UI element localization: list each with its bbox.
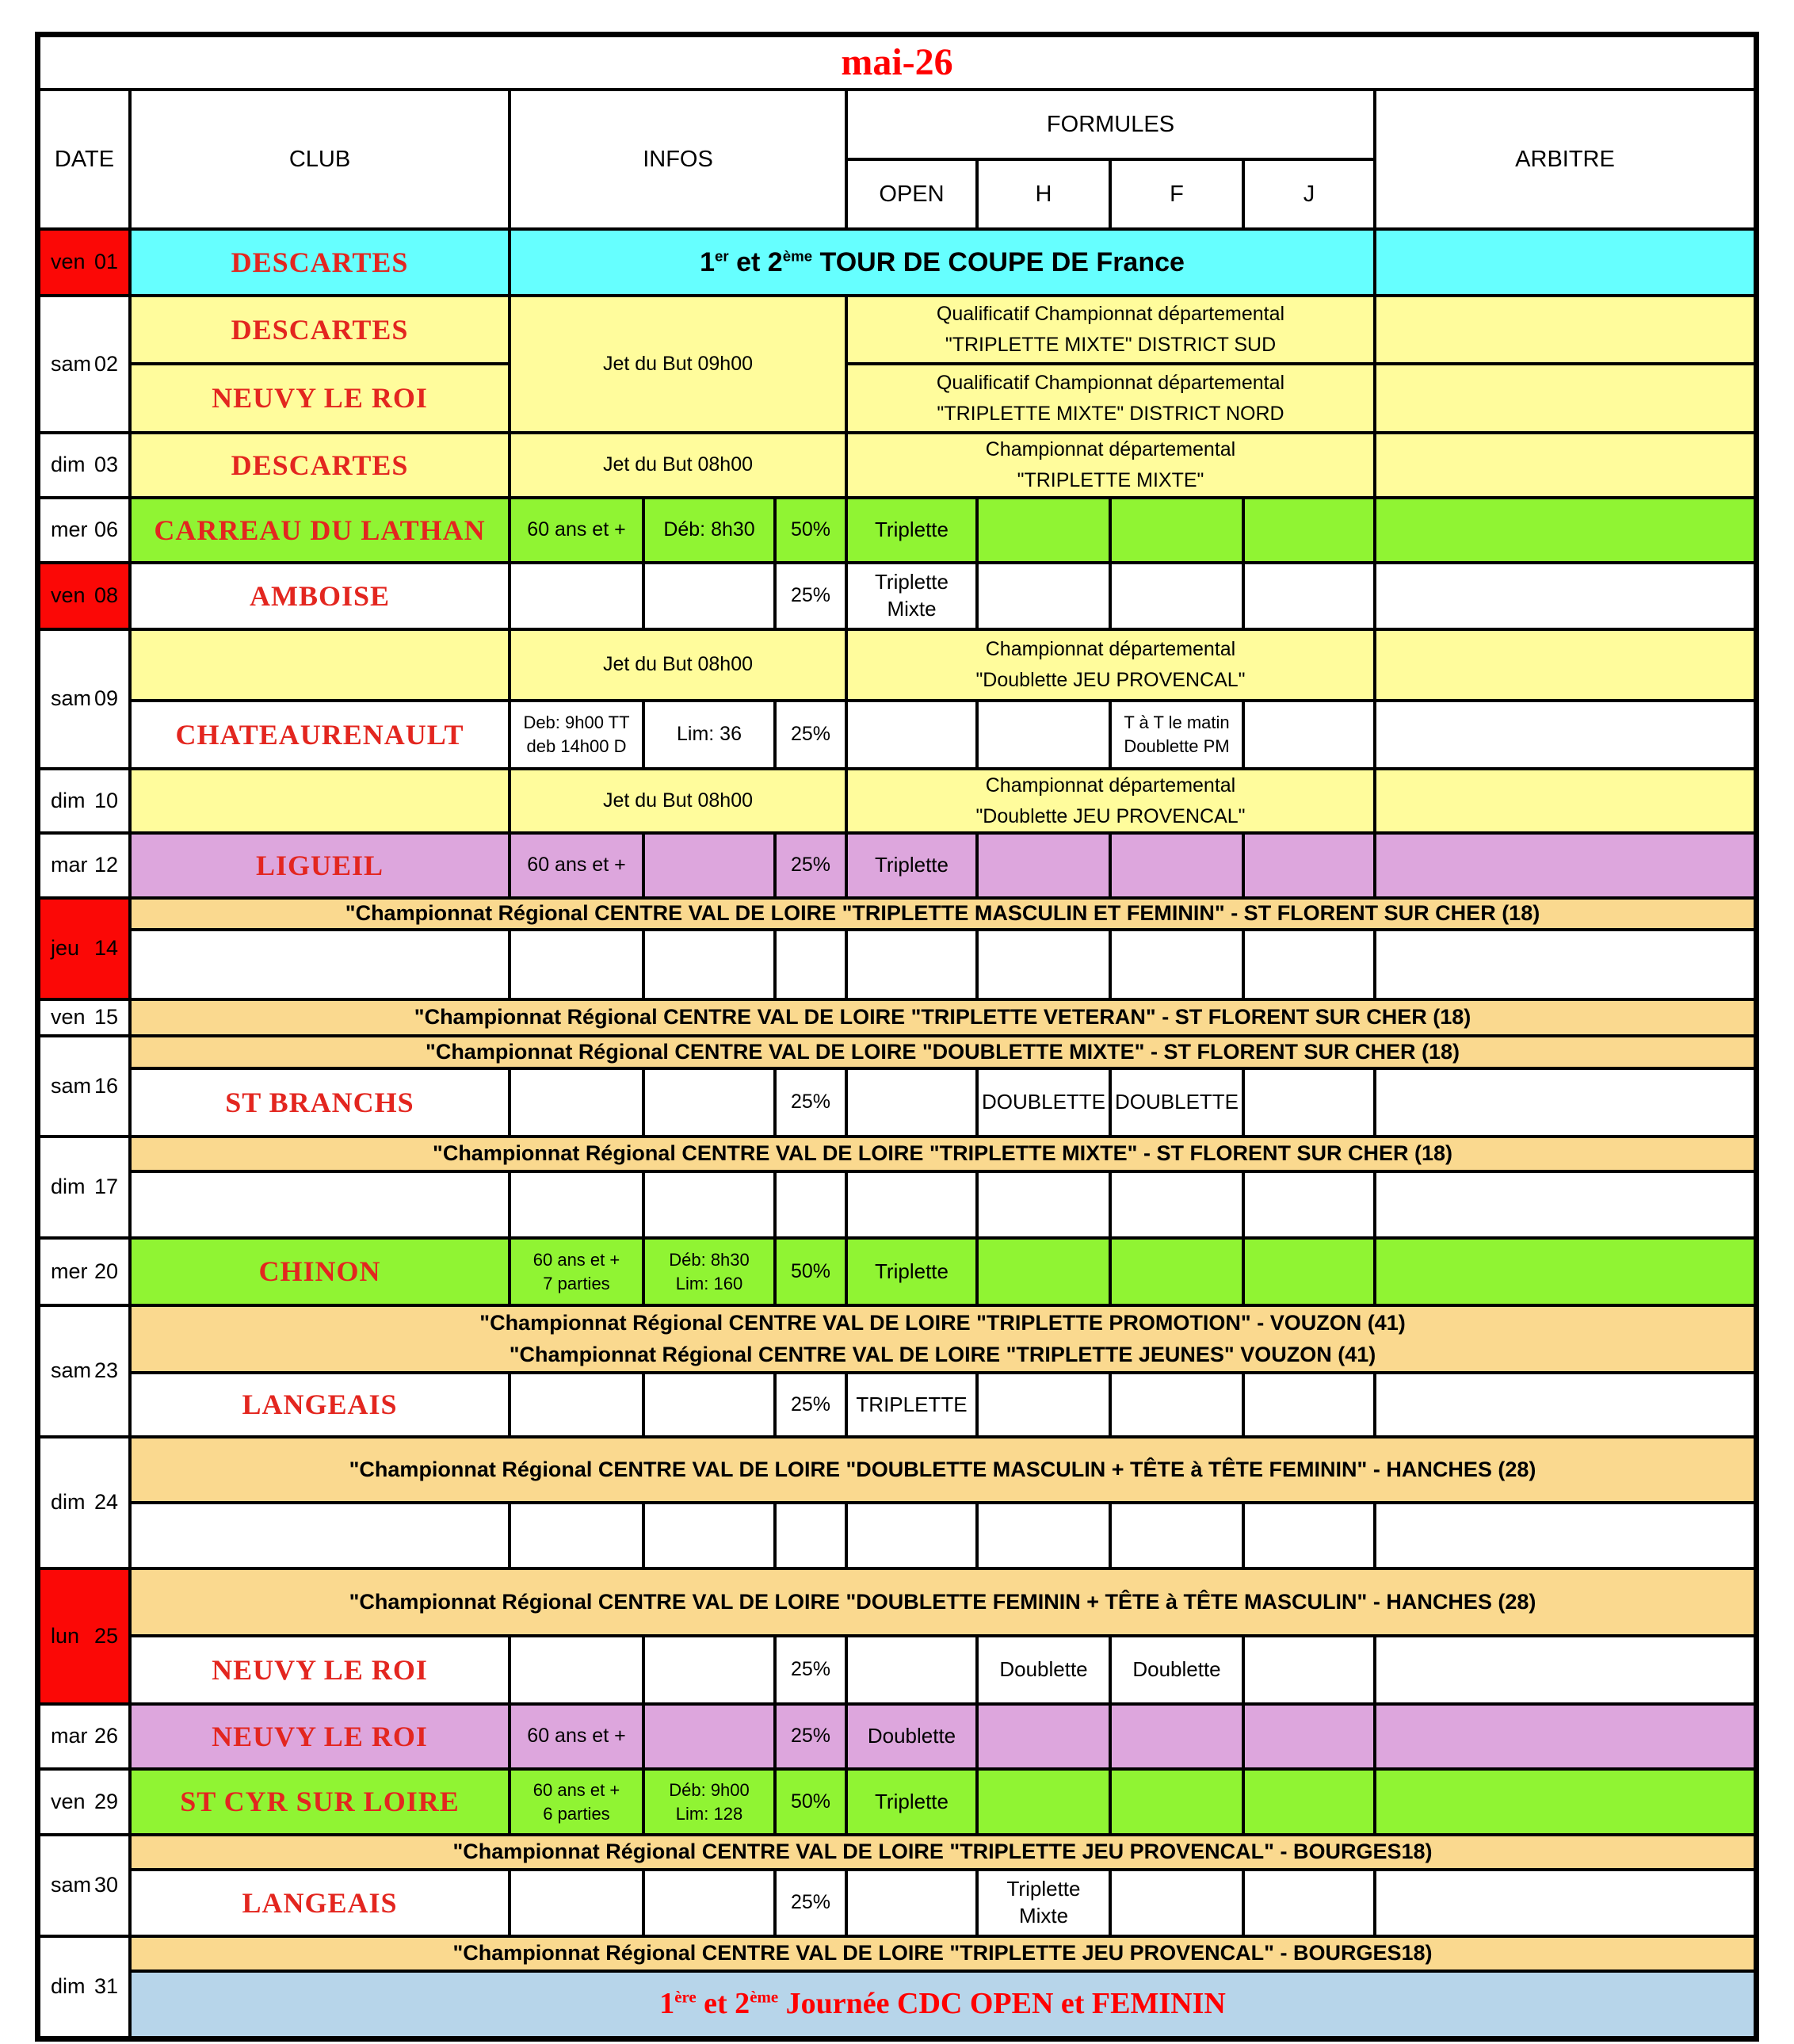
- empty-cell: [645, 1173, 773, 1236]
- empty-cell: [848, 1871, 975, 1935]
- day-row-sam-23: [40, 1307, 1754, 1435]
- date-text: ven: [51, 1005, 86, 1030]
- date-text: 01: [94, 250, 118, 274]
- date-cell: [40, 1771, 128, 1833]
- day-row-sam-02: [40, 297, 1754, 431]
- date-text: 15: [94, 1005, 118, 1030]
- text-line: 60 ans et +: [532, 1249, 620, 1270]
- text-line: Triplette: [875, 570, 949, 594]
- empty-cell: [132, 931, 508, 998]
- col-header-arbitre: ARBITRE: [1376, 91, 1754, 227]
- day-row-dim-24: [40, 1438, 1754, 1567]
- text-line: Championnat départemental: [985, 638, 1236, 661]
- date-text: 06: [94, 518, 118, 542]
- col-header-infos: INFOS: [511, 91, 845, 227]
- date-cell: [40, 835, 128, 896]
- date-cell: [40, 1001, 128, 1034]
- empty-cell: [132, 1504, 508, 1567]
- day-row-dim-17: [40, 1138, 1754, 1236]
- text-line: "TRIPLETTE MIXTE" DISTRICT SUD: [945, 334, 1277, 356]
- empty-cell: [979, 1771, 1109, 1833]
- date-text: 17: [94, 1175, 118, 1199]
- empty-cell: [645, 1070, 773, 1135]
- empty-cell: [1376, 231, 1754, 294]
- date-text: dim: [51, 1175, 86, 1199]
- date-cell: [40, 499, 128, 561]
- empty-cell: [1245, 1070, 1373, 1135]
- club-name: CARREAU DU LATHAN: [132, 499, 508, 561]
- empty-cell: [1376, 434, 1754, 496]
- date-cell: [40, 1037, 128, 1135]
- day-row-ven-08: [40, 564, 1754, 628]
- date-cell: [40, 1307, 128, 1435]
- empty-cell: [645, 931, 773, 998]
- empty-cell: [777, 1504, 845, 1567]
- club-name: LIGUEIL: [132, 835, 508, 896]
- date-text: sam: [51, 686, 92, 711]
- championnat-cell: [848, 297, 1373, 362]
- date-text: 10: [94, 788, 118, 812]
- date-text: 14: [94, 936, 118, 961]
- empty-cell: [979, 931, 1109, 998]
- empty-cell: [1376, 770, 1754, 831]
- cdc-journee-cell: [132, 1973, 1754, 2036]
- date-text: jeu: [51, 936, 80, 961]
- day-row-ven-15: [40, 1001, 1754, 1034]
- date-text: 30: [94, 1873, 118, 1897]
- banner-cell: [132, 1307, 1754, 1371]
- date-text: 23: [94, 1358, 118, 1383]
- day-row-mar-12: [40, 835, 1754, 896]
- info-cell: 25%: [777, 1706, 845, 1767]
- info-cell: 60 ans et +: [511, 835, 642, 896]
- date-cell: [40, 1938, 128, 2036]
- date-text: 29: [94, 1789, 118, 1813]
- col-header-formules: FORMULES: [848, 91, 1373, 158]
- formule-cell: [848, 564, 975, 628]
- date-text: mer: [51, 518, 88, 542]
- info-cell: Jet du But 08h00: [511, 631, 845, 699]
- empty-cell: [645, 1637, 773, 1702]
- banner-cell: "Championnat Régional CENTRE VAL DE LOIRE "TRIPLETTE VETERAN" - ST FLORENT SUR CHER (18): [132, 1001, 1754, 1034]
- empty-cell: [1245, 1871, 1373, 1935]
- date-text: dim: [51, 453, 86, 477]
- empty-cell: [1112, 1173, 1242, 1236]
- empty-cell: [511, 1871, 642, 1935]
- info-cell: 50%: [777, 1771, 845, 1833]
- day-row-dim-31: [40, 1938, 1754, 2036]
- text-line: Doublette PM: [1124, 736, 1230, 756]
- empty-cell: [511, 1637, 642, 1702]
- empty-cell: [1245, 1706, 1373, 1767]
- club-name: CHINON: [132, 1240, 508, 1304]
- text-line: Lim: 160: [675, 1273, 743, 1293]
- empty-cell: [645, 564, 773, 628]
- empty-cell: [979, 1173, 1109, 1236]
- empty-cell: [1376, 365, 1754, 431]
- date-text: sam: [51, 1358, 92, 1383]
- date-text: dim: [51, 1490, 86, 1515]
- empty-cell: [511, 931, 642, 998]
- empty-cell: [1245, 1173, 1373, 1236]
- formule-cell: [979, 1871, 1109, 1935]
- col-header-f: F: [1112, 161, 1242, 227]
- date-text: dim: [51, 1974, 86, 1999]
- banner-cell: "Championnat Régional CENTRE VAL DE LOIRE "TRIPLETTE JEU PROVENCAL" - BOURGES18): [132, 1836, 1754, 1868]
- day-row-dim-10: [40, 770, 1754, 831]
- club-name: ST CYR SUR LOIRE: [132, 1771, 508, 1833]
- date-cell: [40, 900, 128, 998]
- club-name: NEUVY LE ROI: [132, 1706, 508, 1767]
- empty-cell: [1376, 702, 1754, 767]
- empty-cell: [1112, 1706, 1242, 1767]
- club-name: NEUVY LE ROI: [132, 1637, 508, 1702]
- text-line: "TRIPLETTE MIXTE": [1017, 469, 1204, 491]
- club-name: LANGEAIS: [132, 1871, 508, 1935]
- date-cell: [40, 1706, 128, 1767]
- text-line: 7 parties: [543, 1273, 610, 1293]
- day-row-dim-03: [40, 434, 1754, 496]
- text-line: "Championnat Régional CENTRE VAL DE LOIRE "TRIPLETTE JEUNES" VOUZON (41): [509, 1342, 1376, 1366]
- empty-cell: [848, 1637, 975, 1702]
- date-text: sam: [51, 351, 92, 376]
- date-text: mar: [51, 853, 88, 877]
- text-line: T à T le matin: [1124, 713, 1230, 733]
- rich-text: 1er et 2ème TOUR DE COUPE DE France: [700, 246, 1185, 277]
- info-cell: [1112, 702, 1242, 767]
- text-line: 60 ans et +: [532, 1779, 620, 1800]
- day-row-mar-26: [40, 1706, 1754, 1767]
- date-text: ven: [51, 250, 86, 274]
- championnat-cell: [848, 434, 1373, 496]
- empty-cell: [1112, 835, 1242, 896]
- empty-cell: [848, 1173, 975, 1236]
- date-text: sam: [51, 1873, 92, 1897]
- empty-cell: [1245, 1240, 1373, 1304]
- text-line: Triplette: [1006, 1877, 1081, 1901]
- empty-cell: [132, 770, 508, 831]
- info-cell: [511, 702, 642, 767]
- date-text: lun: [51, 1623, 80, 1648]
- info-cell: [645, 1240, 773, 1304]
- club-name: DESCARTES: [132, 434, 508, 496]
- month-title: mai-26: [40, 37, 1754, 88]
- col-header-club: CLUB: [132, 91, 508, 227]
- empty-cell: [848, 702, 975, 767]
- empty-cell: [1376, 1374, 1754, 1435]
- empty-cell: [979, 835, 1109, 896]
- text-line: Qualificatif Championnat départemental: [936, 303, 1285, 326]
- date-text: dim: [51, 788, 86, 812]
- text-line: 6 parties: [543, 1803, 610, 1824]
- date-text: 31: [94, 1974, 118, 1999]
- header-row: [40, 91, 1754, 227]
- text-line: "Doublette JEU PROVENCAL": [975, 669, 1246, 691]
- empty-cell: [1376, 564, 1754, 628]
- empty-cell: [1376, 1706, 1754, 1767]
- empty-cell: [1245, 564, 1373, 628]
- empty-cell: [979, 1504, 1109, 1567]
- club-name: NEUVY LE ROI: [132, 365, 508, 431]
- formule-cell: TRIPLETTE: [848, 1374, 975, 1435]
- empty-cell: [511, 564, 642, 628]
- empty-cell: [1376, 1070, 1754, 1135]
- day-row-lun-25: [40, 1570, 1754, 1702]
- empty-cell: [1245, 499, 1373, 561]
- info-cell: 25%: [777, 702, 845, 767]
- info-cell: 25%: [777, 564, 845, 628]
- info-cell: Lim: 36: [645, 702, 773, 767]
- empty-cell: [979, 499, 1109, 561]
- formule-cell: Triplette: [848, 1771, 975, 1833]
- formule-cell: Doublette: [1112, 1637, 1242, 1702]
- date-text: 03: [94, 453, 118, 477]
- club-name: ST BRANCHS: [132, 1070, 508, 1135]
- text-line: Championnat départemental: [985, 438, 1236, 461]
- empty-cell: [645, 835, 773, 896]
- empty-cell: [848, 1070, 975, 1135]
- info-cell: 25%: [777, 1637, 845, 1702]
- date-text: 24: [94, 1490, 118, 1515]
- day-row-mer-20: [40, 1240, 1754, 1304]
- empty-cell: [1376, 1240, 1754, 1304]
- col-header-h: H: [979, 161, 1109, 227]
- date-cell: [40, 631, 128, 767]
- empty-cell: [511, 1374, 642, 1435]
- text-line: deb 14h00 D: [526, 736, 627, 756]
- empty-cell: [1112, 1871, 1242, 1935]
- coupe-de-france-cell: [511, 231, 1373, 294]
- championnat-cell: [848, 365, 1373, 431]
- info-cell: 25%: [777, 835, 845, 896]
- empty-cell: [979, 1374, 1109, 1435]
- banner-cell: "Championnat Régional CENTRE VAL DE LOIRE "DOUBLETTE MIXTE" - ST FLORENT SUR CHER (18): [132, 1037, 1754, 1067]
- empty-cell: [511, 1504, 642, 1567]
- formule-cell: Triplette: [848, 499, 975, 561]
- empty-cell: [1245, 702, 1373, 767]
- empty-cell: [645, 1706, 773, 1767]
- date-cell: [40, 1240, 128, 1304]
- empty-cell: [1112, 1504, 1242, 1567]
- day-row-sam-30: [40, 1836, 1754, 1935]
- info-cell: Déb: 8h30: [645, 499, 773, 561]
- text-line: "Championnat Régional CENTRE VAL DE LOIRE "TRIPLETTE PROMOTION" - VOUZON (41): [479, 1311, 1406, 1335]
- info-cell: 50%: [777, 499, 845, 561]
- rich-text: 1ère et 2ème Journée CDC OPEN et FEMININ: [659, 1987, 1226, 2021]
- empty-cell: [1376, 1173, 1754, 1236]
- text-line: Mixte: [1018, 1904, 1069, 1927]
- text-line: "Doublette JEU PROVENCAL": [975, 804, 1246, 827]
- date-text: 09: [94, 686, 118, 711]
- date-cell: [40, 1438, 128, 1567]
- date-cell: [40, 434, 128, 496]
- formule-cell: Doublette: [979, 1637, 1109, 1702]
- empty-cell: [1376, 1504, 1754, 1567]
- empty-cell: [1112, 931, 1242, 998]
- date-text: mer: [51, 1259, 88, 1283]
- banner-cell: "Championnat Régional CENTRE VAL DE LOIRE "TRIPLETTE MIXTE" - ST FLORENT SUR CHER (18): [132, 1138, 1754, 1170]
- info-cell: [645, 1771, 773, 1833]
- formule-cell: Triplette: [848, 835, 975, 896]
- formule-cell: Doublette: [848, 1706, 975, 1767]
- text-line: "TRIPLETTE MIXTE" DISTRICT NORD: [937, 402, 1284, 425]
- empty-cell: [645, 1374, 773, 1435]
- empty-cell: [1376, 631, 1754, 699]
- info-cell: 25%: [777, 1871, 845, 1935]
- day-row-sam-16: [40, 1037, 1754, 1135]
- info-cell: Jet du But 08h00: [511, 434, 845, 496]
- empty-cell: [1376, 835, 1754, 896]
- empty-cell: [979, 564, 1109, 628]
- info-cell: 50%: [777, 1240, 845, 1304]
- empty-cell: [979, 702, 1109, 767]
- date-cell: [40, 1570, 128, 1702]
- info-cell: Jet du But 08h00: [511, 770, 845, 831]
- info-cell: [511, 1240, 642, 1304]
- date-text: 16: [94, 1073, 118, 1098]
- empty-cell: [132, 631, 508, 699]
- empty-cell: [645, 1871, 773, 1935]
- empty-cell: [1376, 499, 1754, 561]
- championnat-cell: [848, 631, 1373, 699]
- text-line: Deb: 9h00 TT: [523, 713, 630, 733]
- date-cell: [40, 1836, 128, 1935]
- empty-cell: [1245, 1374, 1373, 1435]
- club-name: LANGEAIS: [132, 1374, 508, 1435]
- formule-cell: Triplette: [848, 1240, 975, 1304]
- empty-cell: [511, 1070, 642, 1135]
- day-row-jeu-14: [40, 900, 1754, 998]
- info-cell: 60 ans et +: [511, 499, 642, 561]
- empty-cell: [1376, 1771, 1754, 1833]
- club-name: DESCARTES: [132, 297, 508, 362]
- banner-cell: "Championnat Régional CENTRE VAL DE LOIRE "TRIPLETTE MASCULIN ET FEMININ" - ST FLORENT SUR CHER (18): [132, 900, 1754, 928]
- date-text: 20: [94, 1259, 118, 1283]
- empty-cell: [1245, 1504, 1373, 1567]
- empty-cell: [777, 931, 845, 998]
- date-text: 12: [94, 853, 118, 877]
- empty-cell: [1112, 499, 1242, 561]
- date-text: sam: [51, 1073, 92, 1098]
- empty-cell: [1376, 931, 1754, 998]
- club-name: CHATEAURENAULT: [132, 702, 508, 767]
- formule-cell: DOUBLETTE: [979, 1070, 1109, 1135]
- empty-cell: [979, 1706, 1109, 1767]
- date-text: 02: [94, 351, 118, 376]
- text-line: Qualificatif Championnat départemental: [936, 371, 1285, 394]
- empty-cell: [848, 931, 975, 998]
- date-cell: [40, 297, 128, 431]
- championnat-cell: [848, 770, 1373, 831]
- info-cell: [511, 1771, 642, 1833]
- date-text: mar: [51, 1724, 88, 1748]
- info-cell: 25%: [777, 1374, 845, 1435]
- empty-cell: [1112, 1771, 1242, 1833]
- text-line: Mixte: [887, 597, 937, 621]
- empty-cell: [1112, 1240, 1242, 1304]
- empty-cell: [1376, 1871, 1754, 1935]
- banner-cell: "Championnat Régional CENTRE VAL DE LOIRE "TRIPLETTE JEU PROVENCAL" - BOURGES18): [132, 1938, 1754, 1969]
- empty-cell: [979, 1240, 1109, 1304]
- date-cell: [40, 1138, 128, 1236]
- text-line: Déb: 9h00: [669, 1779, 750, 1800]
- empty-cell: [1112, 1374, 1242, 1435]
- date-cell: [40, 231, 128, 294]
- date-cell: [40, 770, 128, 831]
- empty-cell: [1112, 564, 1242, 628]
- empty-cell: [511, 1173, 642, 1236]
- day-row-mer-06: [40, 499, 1754, 561]
- empty-cell: [1245, 931, 1373, 998]
- text-line: Lim: 128: [675, 1803, 743, 1824]
- date-text: 26: [94, 1724, 118, 1748]
- empty-cell: [1245, 1637, 1373, 1702]
- col-header-j: J: [1245, 161, 1373, 227]
- date-text: 08: [94, 583, 118, 608]
- empty-cell: [1245, 1771, 1373, 1833]
- banner-cell: "Championnat Régional CENTRE VAL DE LOIRE "DOUBLETTE MASCULIN + TÊTE à TÊTE FEMININ" - HANCHES (28): [132, 1438, 1754, 1501]
- empty-cell: [1376, 1637, 1754, 1702]
- info-cell: Jet du But 09h00: [511, 297, 845, 431]
- empty-cell: [132, 1173, 508, 1236]
- date-text: ven: [51, 1789, 86, 1813]
- date-text: 25: [94, 1623, 118, 1648]
- date-text: ven: [51, 583, 86, 608]
- date-cell: [40, 564, 128, 628]
- empty-cell: [777, 1173, 845, 1236]
- title-row: [40, 37, 1754, 88]
- empty-cell: [1245, 835, 1373, 896]
- day-row-ven-01: [40, 231, 1754, 294]
- club-name: DESCARTES: [132, 231, 508, 294]
- info-cell: 60 ans et +: [511, 1706, 642, 1767]
- empty-cell: [1376, 297, 1754, 362]
- text-line: Championnat départemental: [985, 774, 1236, 797]
- schedule-table: [35, 32, 1759, 2042]
- empty-cell: [848, 1504, 975, 1567]
- day-row-ven-29: [40, 1771, 1754, 1833]
- formule-cell: DOUBLETTE: [1112, 1070, 1242, 1135]
- banner-cell: "Championnat Régional CENTRE VAL DE LOIRE "DOUBLETTE FEMININ + TÊTE à TÊTE MASCULIN" - HANCHES (28): [132, 1570, 1754, 1634]
- info-cell: 25%: [777, 1070, 845, 1135]
- col-header-open: OPEN: [848, 161, 975, 227]
- empty-cell: [645, 1504, 773, 1567]
- text-line: Déb: 8h30: [669, 1249, 750, 1270]
- col-header-date: DATE: [40, 91, 128, 227]
- club-name: AMBOISE: [132, 564, 508, 628]
- day-row-sam-09: [40, 631, 1754, 767]
